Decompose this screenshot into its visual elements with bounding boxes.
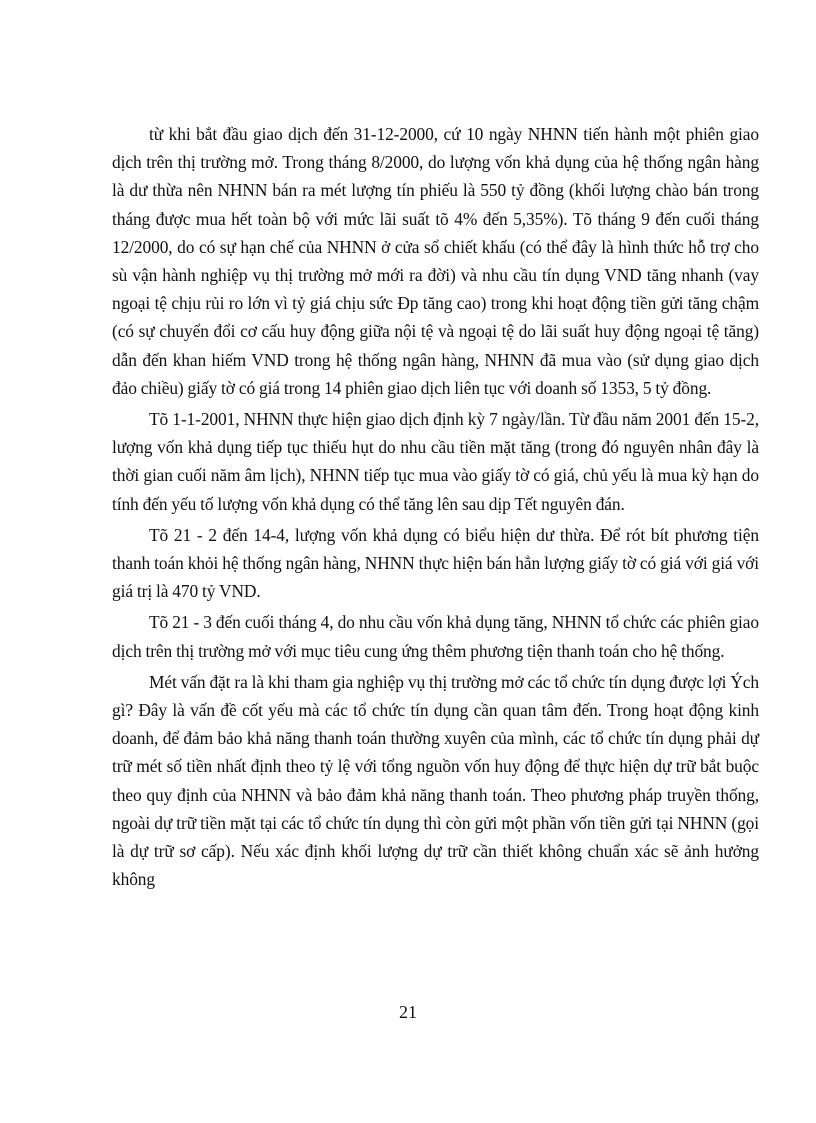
page-body (112, 120, 759, 896)
page-number: 21 (399, 1002, 417, 1022)
paragraph-2: Tõ 1-1-2001, NHNN thực hiện giao dịch định kỳ 7 ngày/lần. Từ đầu năm 2001 đến 15-2, lượng vốn khả dụng tiếp tục thiếu hụt do nhu cầu tiền mặt tăng (trong đó nguyên nhân đây là thời gian cuối năm âm lịch), NHNN tiếp tục mua vào giấy tờ có giá, chủ yếu là mua kỳ hạn do tính đến yếu tố lượng vốn khả dụng có thể tăng lên sau dịp Tết nguyên đán. (112, 409, 759, 514)
paragraph-1: từ khi bắt đầu giao dịch đến 31-12-2000, cứ 10 ngày NHNN tiến hành một phiên giao dịch trên thị trường mở. Trong tháng 8/2000, do lượng vốn khả dụng của hệ thống ngân hàng là dư thừa nên NHNN bán ra mét lượng tín phiếu là 550 tỷ đồng (khối lượng chào bán trong tháng được mua hết toàn bộ với mức lãi suất tõ 4% đến 5,35%). Tõ tháng 9 đến cuối tháng 12/2000, do có sự hạn chế của NHNN ở cửa sổ chiết khấu (có thể đây là hình thức hỗ trợ cho sù vận hành nghiệp vụ thị trường mở mới ra đời) và nhu cầu tín dụng VND tăng nhanh (vay ngoại tệ chịu rủi ro lớn vì tỷ giá chịu sức Ðp tăng cao) trong khi hoạt động tiền gửi tăng chậm (có sự chuyển đổi cơ cấu huy động giữa nội tệ và ngoại tệ do lãi suất huy động ngoại tệ tăng) dẫn đến khan hiếm VND trong hệ thống ngân hàng, NHNN đã mua vào (sử dụng giao dịch đảo chiều) giấy tờ có giá trong 14 phiên giao dịch liên tục với doanh số 1353, 5 tỷ đồng. (112, 124, 759, 398)
paragraph-5: Mét vấn đặt ra là khi tham gia nghiệp vụ thị trường mở các tổ chức tín dụng được lợi Ých gì? Đây là vấn đề cốt yếu mà các tổ chức tín dụng cần quan tâm đến. Trong hoạt động kinh doanh, để đảm bảo khả năng thanh toán thường xuyên của mình, các tổ chức tín dụng phải dự trữ mét số tiền nhất định theo tỷ lệ với tổng nguồn vốn huy động để thực hiện dự trữ bắt buộc theo quy định của NHNN và bảo đảm khả năng thanh toán. Theo phương pháp truyền thống, ngoài dự trữ tiền mặt tại các tổ chức tín dụng thì còn gửi một phần vốn tiền gửi tại NHNN (gọi là dự trữ sơ cấp). Nếu xác định khối lượng dự trữ cần thiết không chuẩn xác sẽ ảnh hưởng không (112, 671, 759, 890)
paragraph-4: Tõ 21 - 3 đến cuối tháng 4, do nhu cầu vốn khả dụng tăng, NHNN tổ chức các phiên giao dịch trên thị trường mở với mục tiêu cung ứng thêm phương tiện thanh toán cho hệ thống. (112, 612, 759, 661)
paragraph-3: Tõ 21 - 2 đến 14-4, lượng vốn khả dụng có biểu hiện dư thừa. Để rót bít phương tiện thanh toán khỏi hệ thống ngân hàng, NHNN thực hiện bán hẳn lượng giấy tờ có giá với giá với giá trị là 470 tỷ VND. (112, 524, 759, 602)
